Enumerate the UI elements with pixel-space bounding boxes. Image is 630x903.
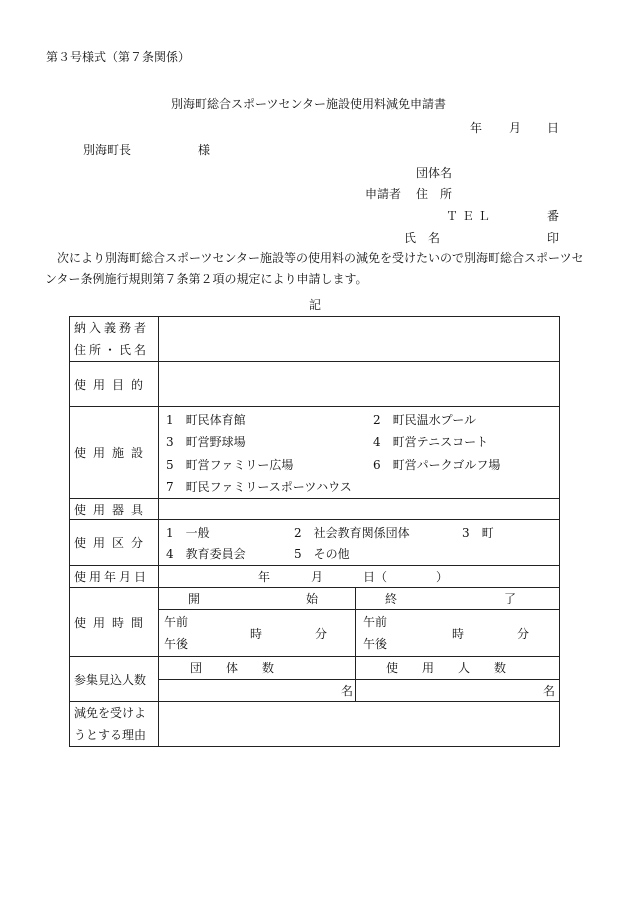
end-pm[interactable]: 午後 <box>363 637 388 651</box>
obligor-label-line1: 納入義務者 <box>74 321 150 335</box>
reason-input-cell[interactable] <box>159 702 560 747</box>
ki-heading: 記 <box>309 298 322 312</box>
reason-label-line1: 減免を受けよ <box>74 706 147 720</box>
obligor-row <box>70 317 560 362</box>
facility-row <box>70 407 560 499</box>
time-start-header-1: 開 <box>188 592 201 606</box>
end-am[interactable]: 午前 <box>363 615 388 629</box>
date-label-text: 使用年月日 <box>74 570 150 584</box>
end-hour: 時 <box>452 627 465 641</box>
name-label: 氏 名 <box>404 231 441 245</box>
attendance-grid-hline <box>159 679 559 680</box>
time-end-header-2: 了 <box>504 592 517 606</box>
group-count-unit: 名 <box>341 684 354 698</box>
obligor-label <box>70 317 159 362</box>
application-table <box>69 316 560 747</box>
facility-option-4[interactable]: 4 町営テニスコート <box>373 434 489 449</box>
body-paragraph <box>45 248 590 290</box>
category-label-text: 使用区分 <box>74 536 151 550</box>
reason-label <box>70 702 159 747</box>
use-date-day: 日（ <box>363 570 388 584</box>
use-date-month: 月 <box>311 570 324 584</box>
category-option-2[interactable]: 2 社会教育関係団体 <box>294 525 410 540</box>
category-option-1[interactable]: 1 一般 <box>166 525 210 540</box>
time-grid <box>159 588 559 656</box>
facility-label <box>70 407 159 499</box>
group-name-label: 団体名 <box>416 166 453 180</box>
start-minute: 分 <box>315 627 328 641</box>
category-label <box>70 520 159 566</box>
addressee-name: 別海町長 <box>83 143 132 157</box>
start-hour: 時 <box>250 627 263 641</box>
facility-option-2[interactable]: 2 町民温水プール <box>373 412 477 427</box>
facility-options-cell[interactable] <box>159 407 560 499</box>
date-month-label: 月 <box>509 121 522 135</box>
use-date-year: 年 <box>258 570 271 584</box>
purpose-label-text: 使用目的 <box>74 377 151 392</box>
date-input-cell[interactable] <box>159 566 560 588</box>
equipment-label-text: 使用器具 <box>74 502 151 517</box>
equipment-label <box>70 499 159 520</box>
facility-option-1[interactable]: 1 町民体育館 <box>166 412 246 427</box>
tel-suffix: 番 <box>547 209 560 223</box>
reason-label-line2: うとする理由 <box>74 728 147 742</box>
category-options-cell[interactable] <box>159 520 560 566</box>
page-title: 別海町総合スポーツセンター施設使用料減免申請書 <box>171 97 447 111</box>
time-label-text: 使用時間 <box>74 615 151 630</box>
attendance-cell <box>159 657 560 702</box>
category-option-3[interactable]: 3 町 <box>462 525 494 540</box>
group-count-header: 団 体 数 <box>190 661 275 675</box>
date-label <box>70 566 159 588</box>
category-option-5[interactable]: 5 その他 <box>294 546 350 561</box>
addressee-honorific: 様 <box>198 143 211 157</box>
time-grid-vline <box>355 588 356 656</box>
seal-label: 印 <box>547 231 560 245</box>
facility-option-5[interactable]: 5 町営ファミリー広場 <box>166 457 294 472</box>
reason-row <box>70 702 560 747</box>
facility-option-7[interactable]: 7 町民ファミリースポーツハウス <box>166 479 352 494</box>
date-day-label: 日 <box>547 121 560 135</box>
tel-label: ＴＥＬ <box>446 209 495 223</box>
time-start-header-2: 始 <box>306 592 319 606</box>
category-row <box>70 520 560 566</box>
facility-options <box>159 408 559 498</box>
applicant-label: 申請者 <box>365 187 402 201</box>
purpose-label <box>70 362 159 407</box>
start-am[interactable]: 午前 <box>164 615 189 629</box>
start-pm[interactable]: 午後 <box>164 637 189 651</box>
form-number: 第３号様式（第７条関係） <box>46 50 191 64</box>
attendance-label-text: 参集見込人数 <box>74 672 147 687</box>
date-row <box>70 566 560 588</box>
facility-label-text: 使用施設 <box>74 446 151 460</box>
attendance-row <box>70 657 560 702</box>
body-text: 次により別海町総合スポーツセンター施設等の使用料の減免を受けたいので別海町総合スポーツセンター条例施行規則第７条第２項の規定により申請します。 <box>45 251 584 286</box>
facility-option-6[interactable]: 6 町営パークゴルフ場 <box>373 457 501 472</box>
date-fields <box>159 566 559 587</box>
user-count-unit: 名 <box>543 684 556 698</box>
facility-option-3[interactable]: 3 町営野球場 <box>166 434 246 449</box>
purpose-input-cell[interactable] <box>159 362 560 407</box>
purpose-row <box>70 362 560 407</box>
end-minute: 分 <box>517 627 530 641</box>
attendance-label <box>70 657 159 702</box>
obligor-label-line2: 住所・氏名 <box>74 343 150 357</box>
date-year-label: 年 <box>470 121 483 135</box>
time-grid-hline <box>159 609 559 610</box>
address-label: 住 所 <box>416 187 453 201</box>
time-end-header-1: 終 <box>385 592 398 606</box>
attendance-grid <box>159 657 559 701</box>
time-cell <box>159 588 560 657</box>
equipment-row <box>70 499 560 520</box>
category-options <box>159 521 559 565</box>
time-label <box>70 588 159 657</box>
category-option-4[interactable]: 4 教育委員会 <box>166 546 246 561</box>
user-count-header: 使 用 人 数 <box>386 661 507 675</box>
time-row <box>70 588 560 657</box>
obligor-input-cell[interactable] <box>159 317 560 362</box>
use-date-close: ） <box>436 570 449 584</box>
equipment-input-cell[interactable] <box>159 499 560 520</box>
